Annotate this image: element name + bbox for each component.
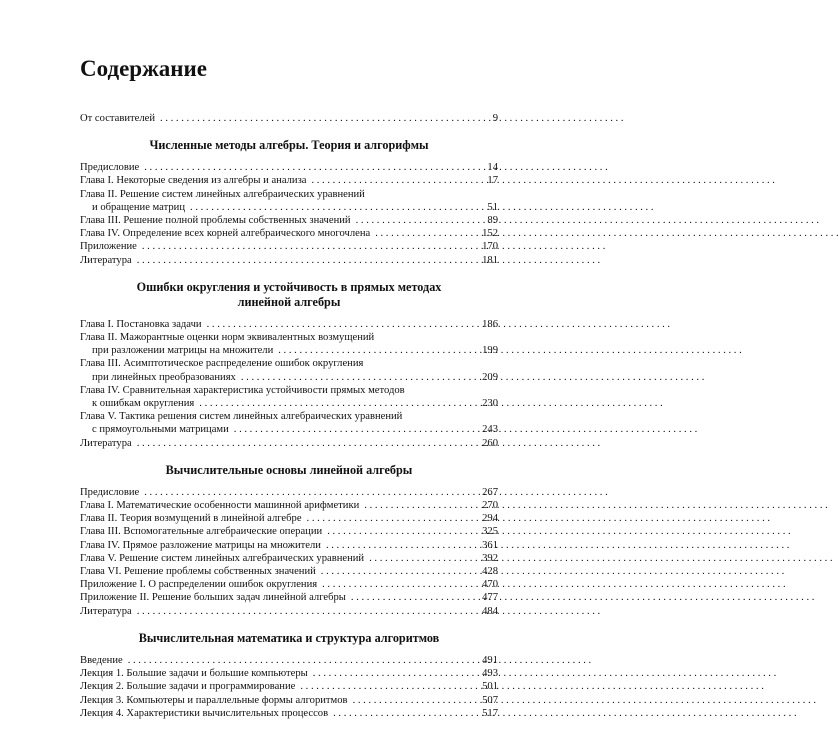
dot-leader — [132, 437, 479, 450]
toc-entry[interactable] — [80, 694, 498, 707]
toc-entry-page: 491 — [482, 654, 498, 666]
toc-entry-title: Лекция 1. Большие задачи и большие компьютеры — [80, 668, 308, 680]
toc-entry-page: 470 — [482, 579, 498, 591]
section-heading-line: Вычислительная математика и структура алгоритмов — [138, 630, 440, 645]
toc-entry-page: 152 — [482, 228, 498, 240]
toc-entry-page: 477 — [482, 592, 498, 604]
toc-entry-page: 186 — [482, 318, 498, 330]
toc-entry-title: Глава IV. Прямое разложение матрицы на множители — [80, 539, 321, 551]
toc-entry[interactable] — [80, 161, 498, 174]
toc-entry-title: Литература — [80, 254, 132, 266]
toc-entry[interactable] — [80, 578, 498, 591]
dot-leader — [273, 344, 479, 357]
toc-entry[interactable] — [80, 437, 498, 450]
toc-entry-page: 294 — [482, 513, 498, 525]
toc-entry[interactable] — [80, 486, 498, 499]
toc-entry-title: к ошибкам округления — [92, 398, 195, 410]
dot-leader — [306, 174, 484, 187]
toc-entry-title: Лекция 3. Компьютеры и параллельные формы алгоритмов — [80, 694, 348, 706]
toc-entry-title: Приложение I. О распределении ошибок округления — [80, 579, 318, 591]
toc-entry[interactable] — [80, 227, 498, 240]
dot-leader — [295, 680, 479, 693]
toc-entry-page: 267 — [482, 486, 498, 498]
dot-leader — [185, 201, 484, 214]
toc-entry-title: Глава IV. Определение всех корней алгебраического многочлена — [80, 228, 371, 240]
toc-entry-title: Лекция 4. Характеристики вычислительных процессов — [80, 707, 329, 719]
section-heading — [80, 631, 498, 646]
dot-leader — [351, 214, 485, 227]
toc-entry[interactable] — [80, 565, 498, 578]
toc-entry-title: Приложение II. Решение больших задач линейной алгебры — [80, 592, 346, 604]
toc-entry-page: 14 — [487, 162, 498, 174]
toc-sections — [80, 138, 498, 720]
toc-entry[interactable] — [80, 539, 498, 552]
dot-leader — [194, 397, 479, 410]
toc-entry[interactable] — [80, 512, 498, 525]
toc-entry[interactable] — [80, 525, 498, 538]
dot-leader — [137, 240, 479, 253]
toc-entry-page: 89 — [487, 215, 498, 227]
toc-entry-title: Предисловие — [80, 486, 140, 498]
toc-entry-page: 181 — [482, 254, 498, 266]
section-heading — [80, 138, 498, 153]
toc-entry-page: 428 — [482, 566, 498, 578]
dot-leader — [229, 423, 479, 436]
toc-entry-title: Глава II. Мажорантные оценки норм эквивалентных возмущений — [80, 332, 375, 344]
toc-entry-title: Глава V. Тактика решения систем линейных алгебраических уравнений — [80, 411, 403, 423]
dot-leader — [202, 318, 480, 331]
dot-leader — [302, 512, 480, 525]
toc-entry[interactable] — [80, 605, 498, 618]
toc-entry-page: 501 — [482, 681, 498, 693]
toc-entry-title: Глава V. Решение систем линейных алгебраических уравнений — [80, 552, 365, 564]
toc-entry-title: с прямоугольными матрицами — [92, 424, 229, 436]
toc-entry[interactable] — [80, 331, 498, 357]
toc-entry-page: 270 — [482, 500, 498, 512]
toc-entry-title: Глава I. Математические особенности машинной арифметики — [80, 500, 360, 512]
toc-entry-intro[interactable] — [80, 112, 498, 125]
toc-entry-title: Приложение — [80, 241, 137, 253]
dot-leader — [348, 694, 480, 707]
dot-leader — [317, 578, 479, 591]
toc-entry[interactable] — [80, 318, 498, 331]
toc-entry[interactable] — [80, 214, 498, 227]
toc-entry-page: 170 — [482, 241, 498, 253]
toc-entry-page: 484 — [482, 605, 498, 617]
toc-entry-title: Литература — [80, 605, 132, 617]
dot-leader — [236, 371, 479, 384]
toc-entry-page: 199 — [482, 345, 498, 357]
section-heading-line: Ошибки округления и устойчивость в прямых методах — [136, 279, 442, 294]
toc-entry-page: 209 — [482, 371, 498, 383]
dot-leader — [132, 605, 479, 618]
section-heading-line: Численные методы алгебры. Теория и алгорифмы — [149, 138, 429, 153]
toc-entry-page: 325 — [482, 526, 498, 538]
toc-entry[interactable] — [80, 240, 498, 253]
toc-entry-title: Литература — [80, 437, 132, 449]
toc-entry[interactable] — [80, 680, 498, 693]
toc-entry-title: Глава VI. Решение проблемы собственных значений — [80, 566, 316, 578]
dot-leader — [370, 227, 479, 240]
dot-leader — [139, 486, 479, 499]
toc-entry-page: 260 — [482, 437, 498, 449]
section-heading-line: линейной алгебры — [237, 294, 341, 309]
toc-entry[interactable] — [80, 188, 498, 214]
toc-entry-page: 361 — [482, 539, 498, 551]
toc-entry-title: и обращение матриц — [92, 201, 186, 213]
dot-leader — [308, 667, 479, 680]
toc-entry[interactable] — [80, 707, 498, 720]
toc-entry-page: 517 — [482, 707, 498, 719]
toc-entry[interactable] — [80, 410, 498, 436]
section-heading — [80, 280, 498, 310]
toc-entry-title: при линейных преобразованиях — [92, 371, 236, 383]
dot-leader — [316, 565, 479, 578]
toc-entry-page: 9 — [492, 113, 498, 124]
dot-leader — [364, 552, 479, 565]
toc-entry-title: Глава I. Некоторые сведения из алгебры и анализа — [80, 175, 307, 187]
page-title: Содержание — [80, 56, 207, 81]
toc-entry-page: 493 — [482, 668, 498, 680]
toc-entry-title: Предисловие — [80, 162, 140, 174]
toc-entry-page: 17 — [487, 175, 498, 187]
toc-entry[interactable] — [80, 254, 498, 267]
dot-leader — [322, 525, 479, 538]
toc-entry-title: Глава III. Асимптотическое распределение ошибок округления — [80, 358, 364, 370]
toc-entry-title: Введение — [80, 654, 123, 666]
dot-leader — [321, 539, 479, 552]
toc-entry[interactable] — [80, 654, 498, 667]
toc-entry-title: Глава III. Решение полной проблемы собственных значений — [80, 215, 351, 227]
dot-leader — [346, 591, 479, 604]
dot-leader — [328, 707, 479, 720]
toc-entry[interactable] — [80, 174, 498, 187]
toc-entry-page: 243 — [482, 424, 498, 436]
toc-entry-title: Глава II. Теория возмущений в линейной алгебре — [80, 513, 302, 525]
toc-entry-page: 51 — [487, 201, 498, 213]
dot-leader — [155, 112, 490, 125]
toc-entry[interactable] — [80, 552, 498, 565]
dot-leader — [139, 161, 484, 174]
table-of-contents — [80, 112, 498, 720]
section-heading — [80, 463, 498, 478]
toc-entry-page: 230 — [482, 398, 498, 410]
toc-entry[interactable] — [80, 384, 498, 410]
toc-entry-title: Глава I. Постановка задачи — [80, 318, 202, 330]
toc-entry-title: Глава III. Вспомогательные алгебраические операции — [80, 526, 323, 538]
toc-entry[interactable] — [80, 591, 498, 604]
toc-entry[interactable] — [80, 357, 498, 383]
dot-leader — [359, 499, 479, 512]
dot-leader — [123, 654, 479, 667]
toc-entry-title: От составителей — [80, 113, 156, 124]
toc-entry-page: 507 — [482, 694, 498, 706]
toc-entry-page: 392 — [482, 552, 498, 564]
toc-entry-title: Глава IV. Сравнительная характеристика устойчивости прямых методов — [80, 384, 405, 396]
toc-entry-title: при разложении матрицы на множители — [92, 345, 274, 357]
section-heading-line: Вычислительные основы линейной алгебры — [165, 462, 413, 477]
toc-entry-title: Лекция 2. Большие задачи и программирование — [80, 681, 296, 693]
toc-entry[interactable] — [80, 499, 498, 512]
dot-leader — [132, 254, 479, 267]
toc-entry-title: Глава II. Решение систем линейных алгебраических уравнений — [80, 188, 365, 200]
toc-entry[interactable] — [80, 667, 498, 680]
